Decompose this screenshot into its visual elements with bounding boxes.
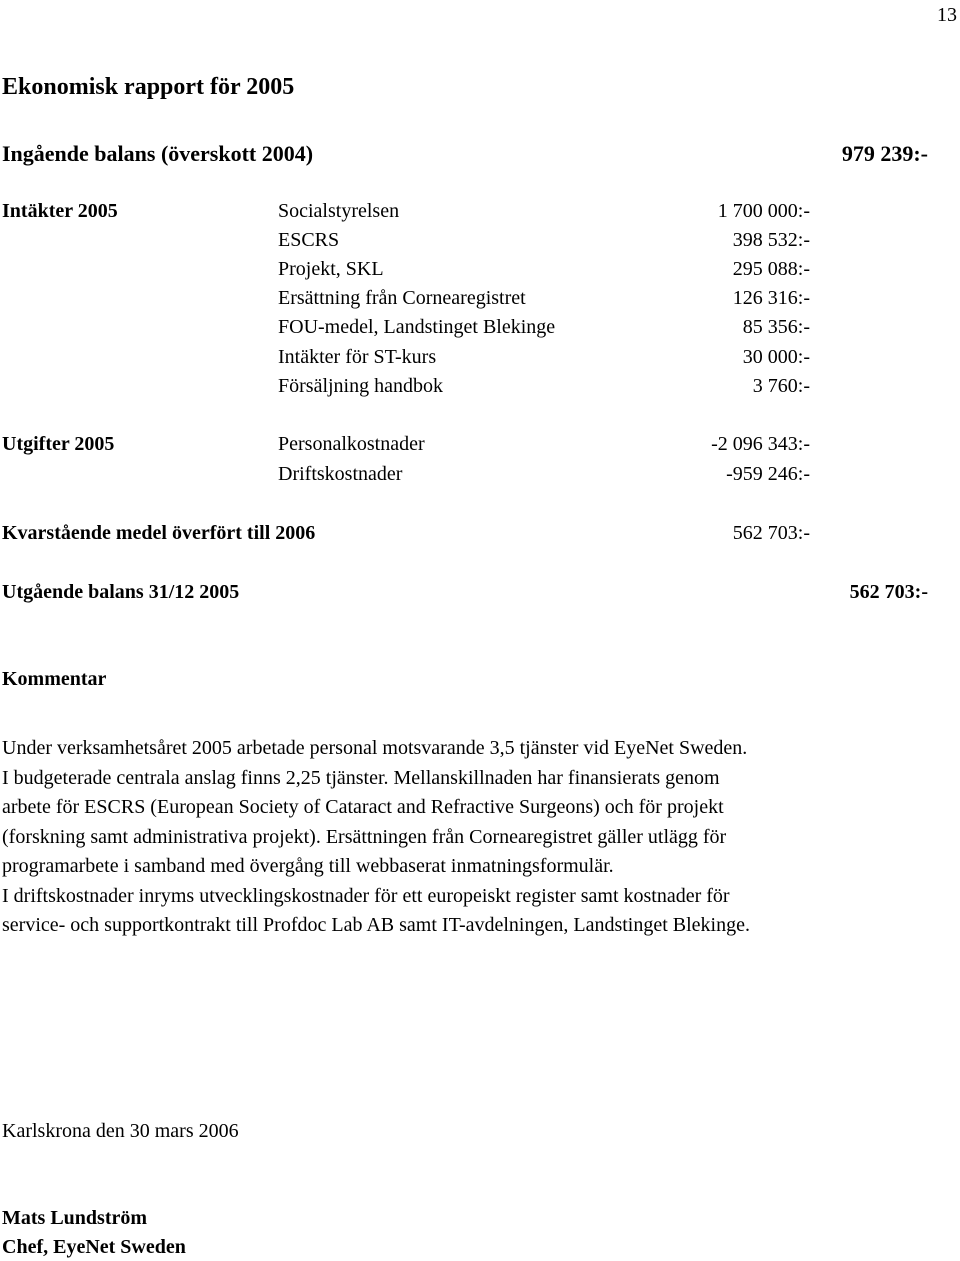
expenses-heading: Utgifter 2005 <box>2 433 115 455</box>
carry-over-label: Kvarstående medel överfört till 2006 <box>2 522 316 544</box>
place-date: Karlskrona den 30 mars 2006 <box>2 1120 239 1142</box>
income-item-amount: 3 760:- <box>752 375 810 397</box>
opening-balance-amount: 979 239:- <box>841 141 928 166</box>
income-item-amount: 85 356:- <box>742 316 810 338</box>
income-item-amount: 126 316:- <box>732 287 810 309</box>
comment-line: I budgeterade centrala anslag finns 2,25 tjänster. Mellanskillnaden har finansierats genom <box>2 766 720 789</box>
income-item-label: Projekt, SKL <box>278 258 384 280</box>
page-number: 13 <box>937 4 957 26</box>
comment-line: programarbete i samband med övergång till webbaserat inmatningsformulär. <box>2 855 614 877</box>
income-item-label: Socialstyrelsen <box>278 200 400 222</box>
expense-item-amount: -959 246:- <box>726 463 810 485</box>
income-item-label: FOU-medel, Landstinget Blekinge <box>278 316 556 338</box>
income-item-label: ESCRS <box>278 229 340 251</box>
carry-over-amount: 562 703:- <box>732 522 810 544</box>
income-item-amount: 295 088:- <box>732 258 810 280</box>
signature-name: Mats Lundström <box>2 1207 148 1229</box>
expense-item-label: Personalkostnader <box>278 433 425 455</box>
opening-balance-label: Ingående balans (överskott 2004) <box>2 141 314 166</box>
income-item-label: Intäkter för ST-kurs <box>278 346 437 368</box>
income-heading: Intäkter 2005 <box>2 200 118 222</box>
expense-item-amount: -2 096 343:- <box>711 433 810 455</box>
income-item-label: Ersättning från Cornearegistret <box>278 287 526 309</box>
expense-item-label: Driftskostnader <box>278 463 403 485</box>
closing-balance-amount: 562 703:- <box>849 581 928 603</box>
comment-paragraph <box>2 734 957 941</box>
comment-line: Under verksamhetsåret 2005 arbetade personal motsvarande 3,5 tjänster vid EyeNet Sweden. <box>2 737 748 759</box>
income-item-amount: 30 000:- <box>742 346 810 368</box>
signature-role: Chef, EyeNet Sweden <box>2 1236 186 1258</box>
income-item-amount: 398 532:- <box>732 229 810 251</box>
closing-balance-label: Utgående balans 31/12 2005 <box>2 581 240 603</box>
comment-line: I driftskostnader inryms utvecklingskostnader för ett europeiskt register samt kostnader för <box>2 884 730 907</box>
comment-line: arbete för ESCRS (European Society of Cataract and Refractive Surgeons) och för projekt <box>2 796 724 818</box>
income-item-amount: 1 700 000:- <box>717 200 810 222</box>
page-title: Ekonomisk rapport för 2005 <box>2 74 295 100</box>
income-item-label: Försäljning handbok <box>278 375 443 397</box>
comment-line: (forskning samt administrativa projekt). Ersättningen från Cornearegistret gäller utlägg för <box>2 825 727 848</box>
comment-heading: Kommentar <box>2 668 107 690</box>
comment-line: service- och supportkontrakt till Profdoc Lab AB samt IT-avdelningen, Landstinget Blekinge. <box>2 914 750 936</box>
